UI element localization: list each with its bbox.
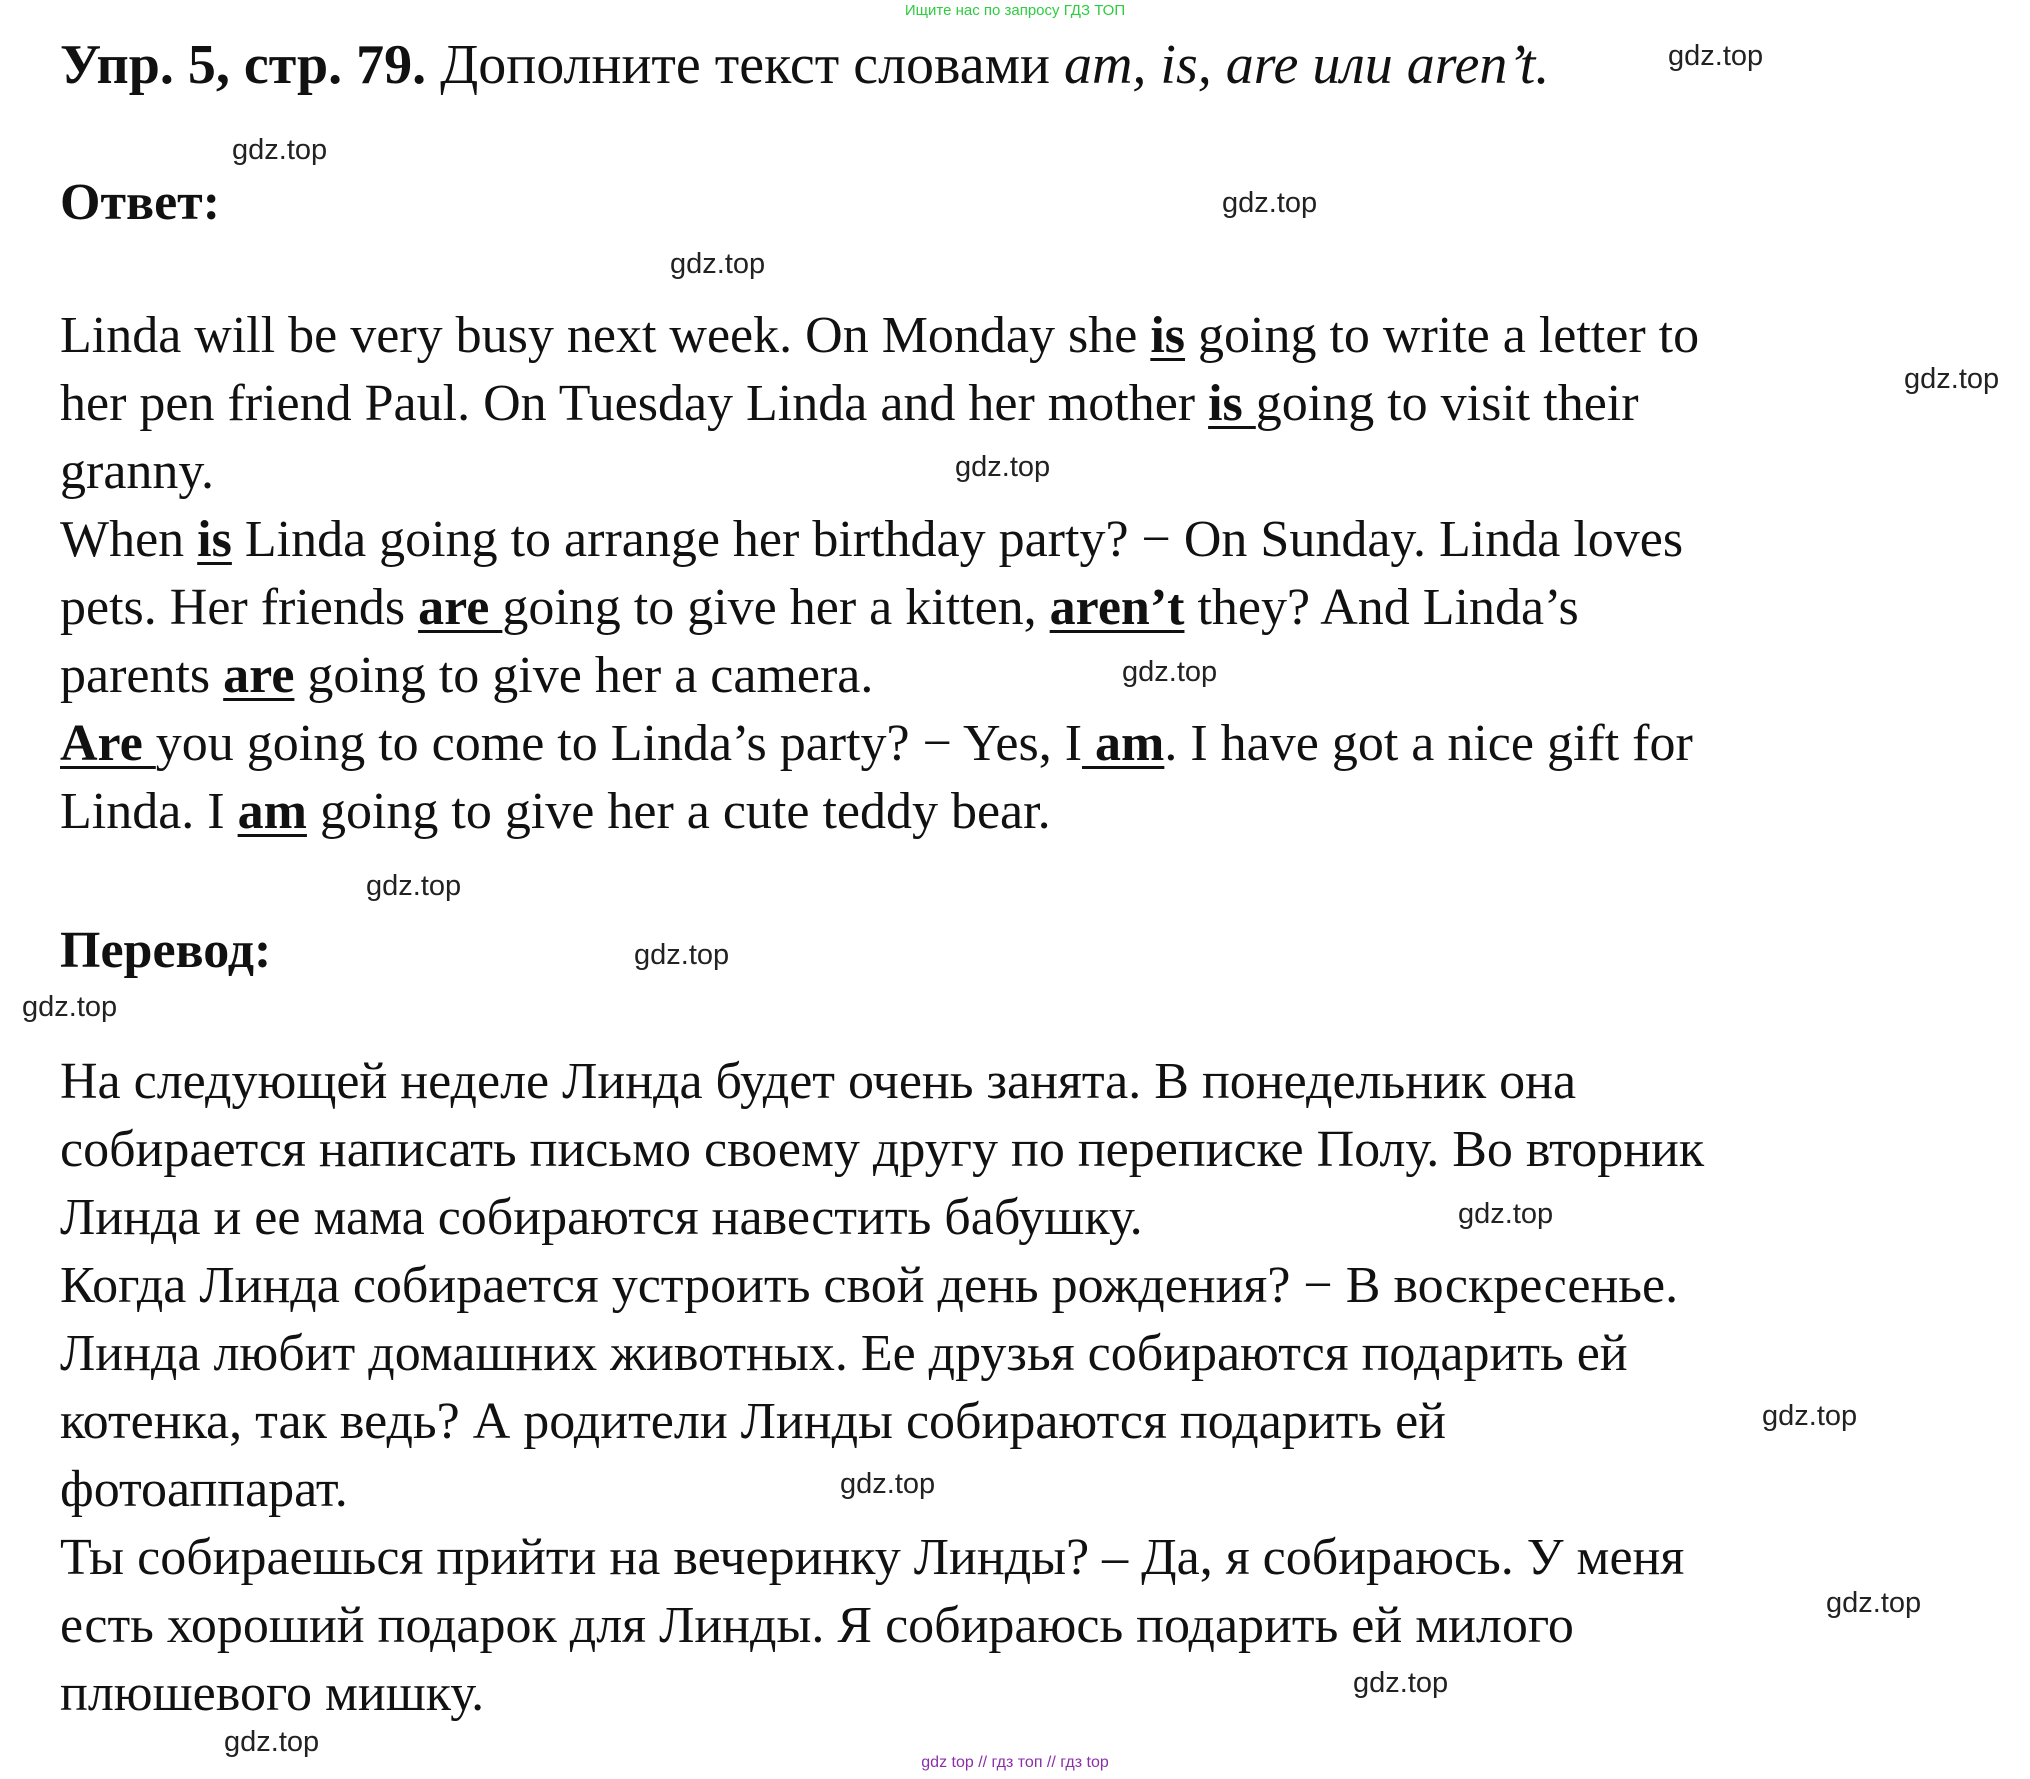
watermark: gdz.top xyxy=(1762,1400,1858,1432)
answer-text xyxy=(60,302,2020,846)
translation-line: Линда и ее мама собираются навестить бабушку. xyxy=(60,1189,1143,1246)
answer-line: parents are going to give her a camera. xyxy=(60,647,874,704)
answer-fill: are xyxy=(223,647,295,704)
translation-line: Когда Линда собирается устроить свой день рождения? − В воскресенье. xyxy=(60,1257,1679,1314)
exercise-words: am, is, are xyxy=(1063,34,1299,96)
exercise-title xyxy=(60,32,1549,99)
answer-fill: am xyxy=(237,783,307,840)
answer-line: Are you going to come to Linda’s party? − Yes, I am. I have got a nice gift for xyxy=(60,715,1693,772)
translation-line: Ты собираешься прийти на вечеринку Линды? – Да, я собираюсь. У меня xyxy=(60,1529,1685,1586)
watermark: gdz.top xyxy=(840,1468,936,1500)
translation-line: На следующей неделе Линда будет очень занята. В понедельник она xyxy=(60,1053,1577,1110)
answer-heading: Ответ: xyxy=(60,174,221,231)
watermark: gdz.top xyxy=(634,939,730,971)
answer-fill: am xyxy=(1082,715,1165,772)
answer-line: When is Linda going to arrange her birthday party? − On Sunday. Linda loves xyxy=(60,511,1684,568)
translation-line: собирается написать письмо своему другу по переписке Полу. Во вторник xyxy=(60,1121,1705,1178)
translation-line: фотоаппарат. xyxy=(60,1461,348,1518)
watermark: gdz.top xyxy=(224,1726,320,1758)
watermark: gdz.top xyxy=(955,451,1051,483)
exercise-reference: Упр. 5, стр. 79. xyxy=(60,34,427,96)
answer-fill: is xyxy=(1208,375,1256,432)
exercise-last-word: aren’t. xyxy=(1406,34,1550,96)
watermark: gdz.top xyxy=(22,991,118,1023)
watermark: gdz.top xyxy=(1458,1198,1554,1230)
watermark: gdz.top xyxy=(1668,40,1764,72)
bottom-footer[interactable]: gdz top // гдз топ // гдз top xyxy=(921,1754,1109,1771)
answer-fill: Are xyxy=(60,715,156,772)
watermark: gdz.top xyxy=(1826,1587,1922,1619)
answer-fill: is xyxy=(197,511,232,568)
answer-line: Linda. I am going to give her a cute teddy bear. xyxy=(60,783,1051,840)
answer-fill: is xyxy=(1150,307,1186,364)
translation-heading: Перевод: xyxy=(60,922,272,979)
translation-line: плюшевого мишку. xyxy=(60,1665,485,1722)
watermark: gdz.top xyxy=(670,248,766,280)
watermark: gdz.top xyxy=(232,134,328,166)
answer-line: her pen friend Paul. On Tuesday Linda and her mother is going to visit their xyxy=(60,375,1639,432)
answer-line: Linda will be very busy next week. On Monday she is going to write a letter to xyxy=(60,307,1700,364)
top-banner[interactable]: Ищите нас по запросу ГДЗ ТОП xyxy=(904,2,1126,19)
translation-line: есть хороший подарок для Линды. Я собираюсь подарить ей милого xyxy=(60,1597,1574,1654)
exercise-instruction: Дополните текст словами xyxy=(440,34,1050,96)
watermark: gdz.top xyxy=(366,870,462,902)
watermark: gdz.top xyxy=(1122,656,1218,688)
translation-text xyxy=(60,1048,2020,1728)
exercise-or: или xyxy=(1312,34,1393,96)
answer-line: pets. Her friends are going to give her a kitten, aren’t they? And Linda’s xyxy=(60,579,1579,636)
answer-line: granny. xyxy=(60,443,215,500)
watermark: gdz.top xyxy=(1222,187,1318,219)
translation-line: котенка, так ведь? А родители Линды собираются подарить ей xyxy=(60,1393,1446,1450)
answer-fill: aren’t xyxy=(1049,579,1185,636)
answer-fill: are xyxy=(418,579,503,636)
translation-line: Линда любит домашних животных. Ее друзья собираются подарить ей xyxy=(60,1325,1628,1382)
watermark: gdz.top xyxy=(1904,363,2000,395)
watermark: gdz.top xyxy=(1353,1667,1449,1699)
